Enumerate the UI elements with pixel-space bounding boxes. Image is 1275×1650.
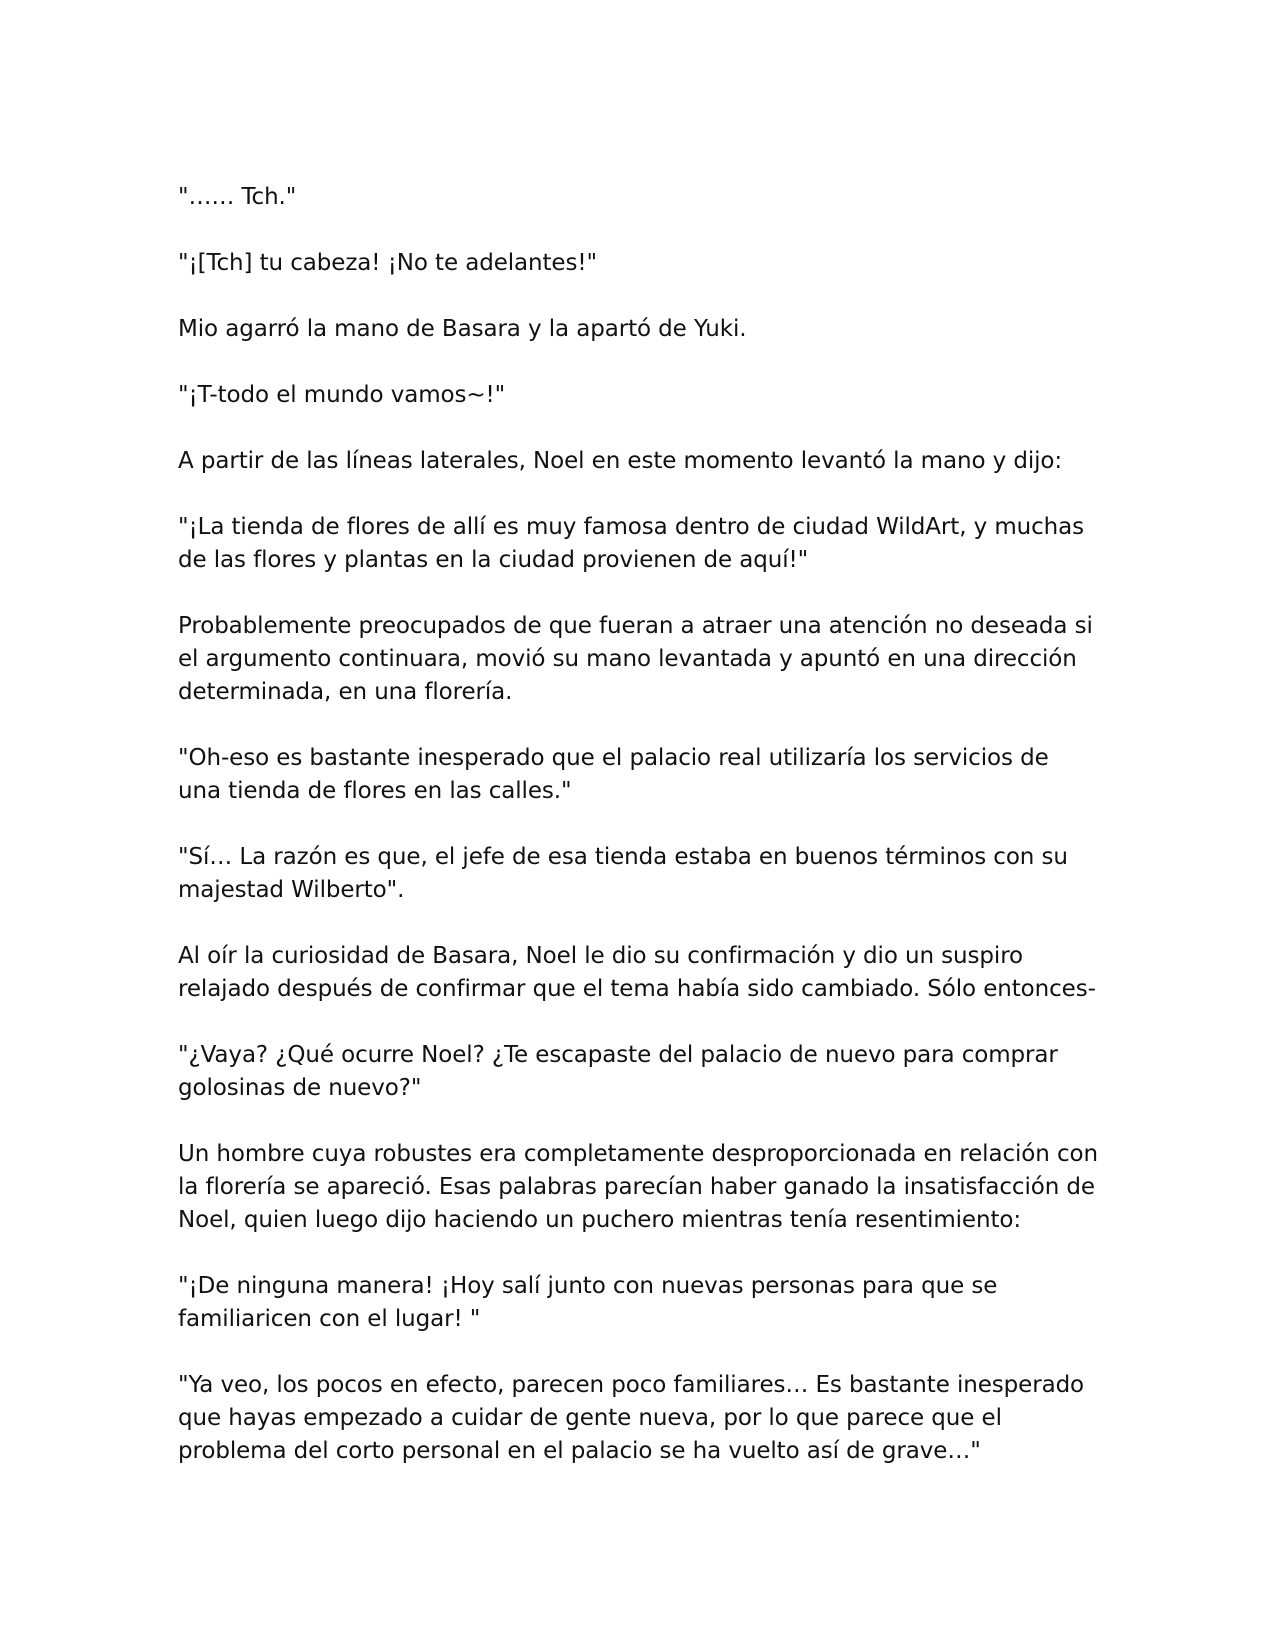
paragraph-6: "¡La tienda de flores de allí es muy famosa dentro de ciudad WildArt, y muchas de las flores y plantas en la ciudad provienen de aquí!" — [178, 514, 1085, 573]
paragraph-1: "…… Tch." — [178, 184, 297, 210]
paragraph-5: A partir de las líneas laterales, Noel en este momento levantó la mano y dijo: — [178, 448, 1063, 474]
paragraph-8: "Oh-eso es bastante inesperado que el palacio real utilizaría los servicios de una tienda de flores en las calles." — [178, 745, 1049, 804]
paragraph-7: Probablemente preocupados de que fueran a atraer una atención no deseada si el argumento continuara, movió su mano levantada y apuntó en una dirección determinada, en una florería. — [178, 613, 1093, 705]
paragraph-4: "¡T-todo el mundo vamos~!" — [178, 382, 506, 408]
paragraph-9: "Sí… La razón es que, el jefe de esa tienda estaba en buenos términos con su majestad Wilberto". — [178, 844, 1068, 903]
paragraph-3: Mio agarró la mano de Basara y la apartó de Yuki. — [178, 316, 747, 342]
paragraph-2: "¡[Tch] tu cabeza! ¡No te adelantes!" — [178, 250, 597, 276]
paragraph-13: "¡De ninguna manera! ¡Hoy salí junto con nuevas personas para que se familiaricen con el lugar! " — [178, 1273, 998, 1332]
document-body — [178, 181, 1098, 1501]
paragraph-10: Al oír la curiosidad de Basara, Noel le dio su confirmación y dio un suspiro relajado después de confirmar que el tema había sido cambiado. Sólo entonces- — [178, 943, 1096, 1002]
paragraph-11: "¿Vaya? ¿Qué ocurre Noel? ¿Te escapaste del palacio de nuevo para comprar golosinas de nuevo?" — [178, 1042, 1058, 1101]
paragraph-14: "Ya veo, los pocos en efecto, parecen poco familiares… Es bastante inesperado que hayas empezado a cuidar de gente nueva, por lo que parece que el problema del corto personal en el palacio se ha vuelto así de grave…" — [178, 1372, 1085, 1464]
paragraph-12: Un hombre cuya robustes era completamente desproporcionada en relación con la florería se apareció. Esas palabras parecían haber ganado la insatisfacción de Noel, quien luego dijo haciendo un puchero mientras tenía resentimiento: — [178, 1141, 1098, 1233]
